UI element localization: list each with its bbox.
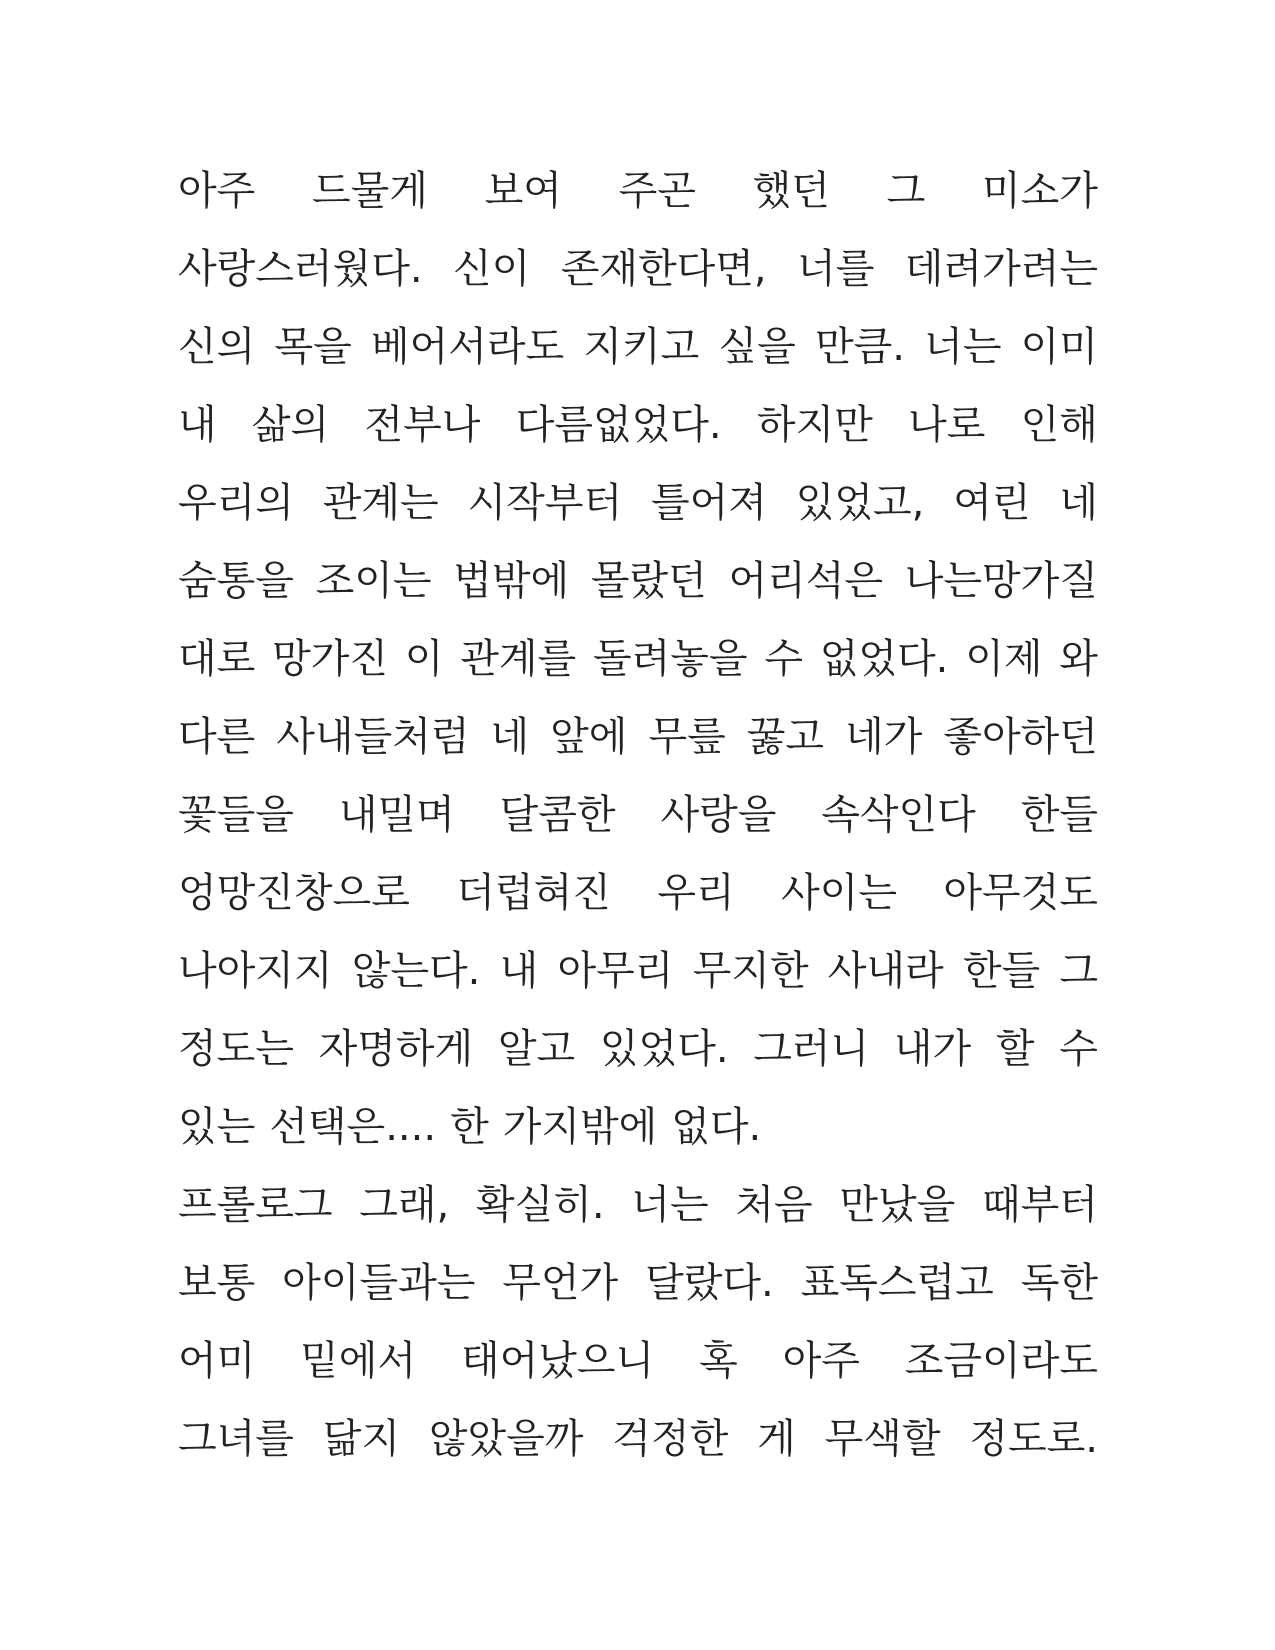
text-line (178, 1166, 1098, 1244)
word: 우리의 (178, 480, 294, 526)
word: 정도로. (969, 1416, 1098, 1462)
word: 아무것도 (943, 870, 1098, 916)
word: 있었고, (795, 480, 925, 526)
word: 밑에서 (300, 1338, 417, 1384)
word: 수 (764, 636, 803, 682)
word: 프롤로그 (178, 1182, 333, 1228)
word: 게 (757, 1416, 796, 1462)
word: 표독스럽고 (800, 1260, 994, 1306)
word: 한들 (1020, 792, 1098, 838)
word: 나는망가질 (904, 558, 1098, 604)
word: 달랐다. (645, 1260, 774, 1306)
word: 내 (499, 948, 539, 994)
word: 돌려놓을 (592, 636, 748, 682)
word: 네가 (845, 714, 923, 760)
word: 여린 (953, 480, 1031, 526)
word: 확실히. (476, 1182, 605, 1228)
word: 태어났으니 (460, 1338, 655, 1384)
word: 조이는 (315, 558, 432, 604)
word: 있었다. (599, 1026, 729, 1072)
word: 수 (1059, 1026, 1098, 1072)
word: 내밀며 (338, 792, 455, 838)
word: 독한 (1020, 1260, 1098, 1306)
word: 무색할 (824, 1416, 941, 1462)
text-line (178, 464, 1098, 542)
text-line (178, 932, 1098, 1010)
word: 보여 (484, 168, 562, 214)
word: 망가진 (272, 636, 388, 682)
word: 다름없었다. (515, 402, 722, 448)
word: 아주 (178, 168, 256, 214)
word: 틀어져 (650, 480, 767, 526)
word: 데려가려는 (904, 246, 1098, 292)
text-line (178, 1010, 1098, 1088)
word: 꿇고 (746, 714, 825, 760)
word: 선택은.... (269, 1104, 437, 1150)
word: 한 (450, 1104, 489, 1150)
text-line (178, 854, 1098, 932)
word: 존재한다면, (560, 246, 767, 292)
text-line (178, 308, 1098, 386)
text-line (178, 230, 1098, 308)
word: 혹 (699, 1338, 738, 1384)
word: 만났을 (839, 1182, 956, 1228)
word: 걱정한 (612, 1416, 729, 1462)
word: 몰랐던 (590, 558, 707, 604)
word: 만큼. (814, 324, 905, 370)
word: 꽃들을 (178, 792, 294, 838)
word: 시작부터 (467, 480, 623, 526)
word: 사이는 (781, 870, 897, 916)
word: 조금이라도 (904, 1338, 1098, 1384)
text-line (178, 1244, 1098, 1322)
word: 어미 (178, 1338, 256, 1384)
word: 그녀를 (178, 1416, 294, 1462)
word: 무지한 (692, 948, 809, 994)
word: 관계를 (460, 636, 577, 682)
word: 좋아하던 (943, 714, 1098, 760)
word: 전부나 (364, 402, 481, 448)
word: 그래, (359, 1182, 450, 1228)
word: 처음 (735, 1182, 813, 1228)
word: 했던 (752, 168, 830, 214)
word: 싶을 (718, 324, 796, 370)
word: 자명하게 (318, 1026, 474, 1072)
word: 목을 (274, 324, 352, 370)
word: 어리석은 (728, 558, 884, 604)
word: 와 (1059, 636, 1098, 682)
word: 때부터 (982, 1182, 1098, 1228)
word: 이제 (965, 636, 1043, 682)
word: 한들 (962, 948, 1041, 994)
word: 이 (404, 636, 444, 682)
word: 인해 (1020, 402, 1098, 448)
word: 사내들처럼 (276, 714, 470, 760)
word: 삶의 (251, 402, 330, 448)
word: 대로 (178, 636, 256, 682)
word: 않는다. (351, 948, 481, 994)
word: 없었다. (819, 636, 949, 682)
word: 하지만 (756, 402, 873, 448)
word: 않았을까 (428, 1416, 584, 1462)
word: 내가 (893, 1026, 972, 1072)
word: 관계는 (322, 480, 439, 526)
word: 사내라 (827, 948, 944, 994)
word: 내 (178, 402, 217, 448)
word: 숨통을 (178, 558, 294, 604)
word: 사랑을 (660, 792, 777, 838)
word: 달콤한 (499, 792, 616, 838)
word: 아이들과는 (282, 1260, 476, 1306)
text-line (178, 1088, 1098, 1166)
word: 없다. (671, 1104, 762, 1150)
word: 할 (995, 1026, 1035, 1072)
word: 무릎 (648, 714, 726, 760)
word: 아무리 (557, 948, 674, 994)
word: 닮지 (322, 1416, 401, 1462)
word: 너를 (797, 246, 875, 292)
word: 지키고 (583, 324, 700, 370)
word: 다른 (178, 714, 256, 760)
word: 나로 (908, 402, 986, 448)
word: 그러니 (753, 1026, 870, 1072)
text-line (178, 542, 1098, 620)
word: 우리 (657, 870, 735, 916)
word: 사랑스러웠다. (178, 246, 423, 292)
word: 네 (1059, 480, 1098, 526)
paragraph-2 (178, 1166, 1098, 1478)
word: 드물게 (312, 168, 428, 214)
word: 있는 (178, 1104, 256, 1150)
word: 이미 (1020, 324, 1098, 370)
word: 나아지지 (178, 948, 333, 994)
text-line (178, 152, 1098, 230)
word: 보통 (178, 1260, 256, 1306)
text-line (178, 1322, 1098, 1400)
word: 가지밖에 (502, 1104, 658, 1150)
word: 신이 (453, 246, 531, 292)
text-line (178, 620, 1098, 698)
word: 너는 (631, 1182, 709, 1228)
text-line (178, 776, 1098, 854)
word: 그 (886, 168, 926, 214)
word: 네 (490, 714, 530, 760)
word: 신의 (178, 324, 256, 370)
word: 속삭인다 (821, 792, 976, 838)
word: 법밖에 (453, 558, 570, 604)
word: 아주 (782, 1338, 860, 1384)
text-line (178, 698, 1098, 776)
word: 베어서라도 (370, 324, 565, 370)
word: 주곤 (618, 168, 696, 214)
text-line (178, 386, 1098, 464)
word: 알고 (497, 1026, 576, 1072)
paragraph-1 (178, 152, 1098, 1166)
word: 그 (1059, 948, 1098, 994)
word: 정도는 (178, 1026, 294, 1072)
word: 앞에 (550, 714, 628, 760)
text-line (178, 1400, 1098, 1478)
word: 무언가 (502, 1260, 619, 1306)
word: 너는 (924, 324, 1002, 370)
word: 더럽혀진 (456, 870, 611, 916)
word: 엉망진창으로 (178, 870, 410, 916)
word: 미소가 (982, 168, 1098, 214)
